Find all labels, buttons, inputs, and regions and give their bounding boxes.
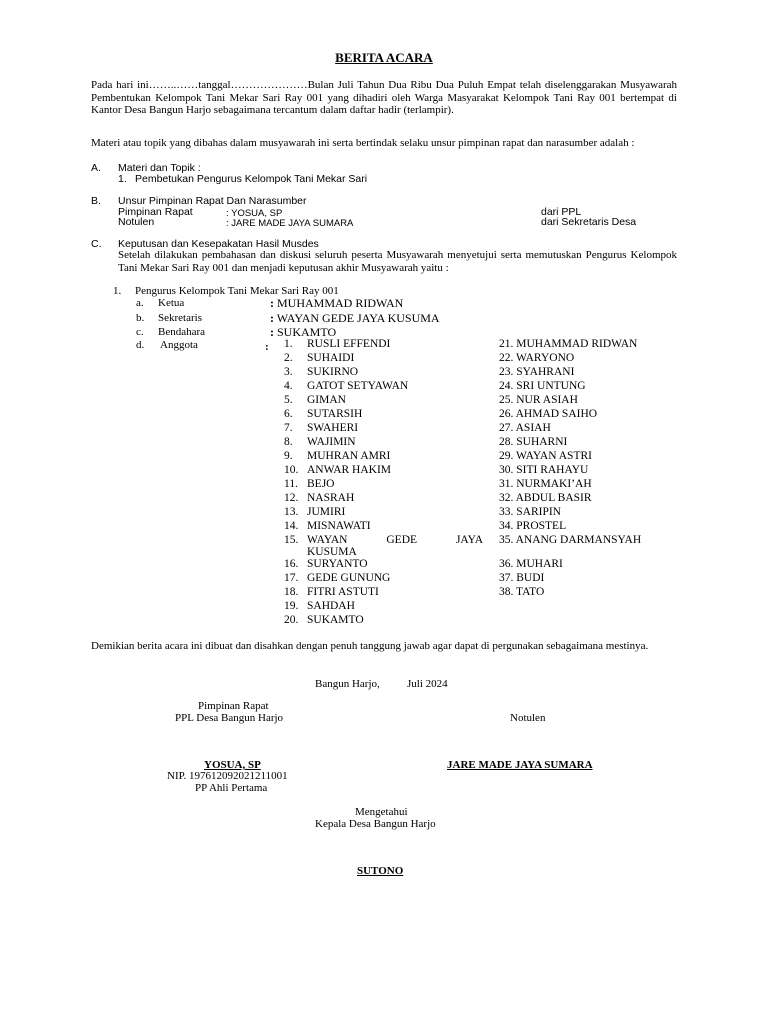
- section-c-body: Setelah dilakukan pembahasan dan diskusi seluruh peserta Musyawarah menyetujui serta memutuskan Pengurus Kelompok Tani Mekar Sari Ray 001 dan menjadi keputusan akhir Musyawarah yaitu :: [118, 249, 677, 274]
- section-a-heading: Materi dan Topik :: [118, 162, 201, 174]
- document-title: BERITA ACARA: [335, 50, 433, 65]
- member-number: 20.: [284, 614, 299, 626]
- section-a-item-num: 1.: [118, 173, 127, 185]
- member-right-item: 25. NUR ASIAH: [499, 394, 578, 406]
- ketua-role: Ketua: [158, 297, 185, 309]
- approve-line-1: Mengetahui: [355, 806, 408, 818]
- member-number: 13.: [284, 506, 299, 518]
- right-sign-title: Notulen: [510, 712, 546, 724]
- anggota-letter: d.: [136, 339, 145, 351]
- member-right-item: 36. MUHARI: [499, 558, 563, 570]
- member-name: SAHDAH: [307, 600, 355, 612]
- member-right-item: 26. AHMAD SAIHO: [499, 408, 598, 420]
- left-sign-title-1: Pimpinan Rapat: [198, 700, 269, 712]
- approve-name: SUTONO: [357, 865, 404, 877]
- approve-line-2: Kepala Desa Bangun Harjo: [315, 818, 436, 830]
- pengurus-heading: Pengurus Kelompok Tani Mekar Sari Ray 001: [135, 285, 339, 297]
- member-number: 19.: [284, 600, 299, 612]
- sekretaris-name: : WAYAN GEDE JAYA KUSUMA: [270, 311, 440, 325]
- member-number: 12.: [284, 492, 299, 504]
- left-sign-nip: NIP. 197612092021211001: [167, 770, 288, 782]
- member-number: 3.: [284, 366, 293, 378]
- member-right-item: 38. TATO: [499, 586, 545, 598]
- member-name: MISNAWATI: [307, 520, 371, 532]
- member-number: 8.: [284, 436, 293, 448]
- member-number: 2.: [284, 352, 293, 364]
- member-name: SWAHERI: [307, 422, 359, 434]
- section-c-heading: Keputusan dan Kesepakatan Hasil Musdes: [118, 238, 319, 250]
- pimpinan-from: dari PPL: [541, 206, 582, 218]
- member-right-item: 28. SUHARNI: [499, 436, 568, 448]
- member-name: GIMAN: [307, 394, 346, 406]
- member-right-item: 24. SRI UNTUNG: [499, 380, 586, 392]
- member-name: RUSLI EFFENDI: [307, 338, 391, 350]
- notulen-role: Notulen: [118, 216, 155, 228]
- place: Bangun Harjo,: [315, 678, 380, 690]
- member-right-item: 33. SARIPIN: [499, 506, 561, 518]
- member-number: 9.: [284, 450, 293, 462]
- member-right-item: 35. ANANG DARMANSYAH: [499, 534, 642, 546]
- member-number: 7.: [284, 422, 293, 434]
- member-number: 14.: [284, 520, 299, 532]
- bendahara-letter: c.: [136, 326, 144, 338]
- sekretaris-name-text: WAYAN GEDE JAYA KUSUMA: [276, 311, 440, 325]
- member-number: 11.: [284, 478, 298, 490]
- section-b-label: B.: [91, 195, 101, 207]
- ketua-name-text: MUHAMMAD RIDWAN: [277, 296, 404, 310]
- member-name: SUKIRNO: [307, 366, 359, 378]
- notulen-name: : JARE MADE JAYA SUMARA: [226, 218, 354, 229]
- member-right-item: 23. SYAHRANI: [499, 366, 575, 378]
- intro-paragraph: Pada hari ini……..……tanggal…………………Bulan Juli Tahun Dua Ribu Dua Puluh Empat telah diselenggarakan Musyawarah Pembentukan Kelompok Tani Mekar Sari Ray 001 yang dihadiri oleh Warga Masyarakat Kelompok Tani Ray 001 bertempat di Kantor Desa Bangun Harjo sebagaimana tercantum dalam daftar hadir (terlampir).: [91, 79, 677, 116]
- sekretaris-role: Sekretaris: [158, 312, 202, 324]
- pengurus-num: 1.: [113, 285, 122, 297]
- member-name: NASRAH: [307, 492, 355, 504]
- member-right-item: 37. BUDI: [499, 572, 545, 584]
- member-right-item: 32. ABDUL BASIR: [499, 492, 592, 504]
- member-right-item: 34. PROSTEL: [499, 520, 567, 532]
- notulen-from: dari Sekretaris Desa: [541, 216, 637, 228]
- member-name: SUHAIDI: [307, 352, 355, 364]
- left-sign-title-2: PPL Desa Bangun Harjo: [175, 712, 284, 724]
- member-name: SUKAMTO: [307, 614, 364, 626]
- closing-paragraph: Demikian berita acara ini dibuat dan disahkan dengan penuh tanggung jawab agar dapat di pergunakan sebagaimana mestinya.: [91, 640, 649, 652]
- member-number: 18.: [284, 586, 299, 598]
- member-name: GATOT SETYAWAN: [307, 380, 409, 392]
- member-name: FITRI ASTUTI: [307, 586, 379, 598]
- date: Juli 2024: [407, 678, 448, 690]
- left-sign-name: YOSUA, SP: [204, 759, 261, 771]
- materi-intro: Materi atau topik yang dibahas dalam musyawarah ini serta bertindak selaku unsur pimpinan rapat dan narasumber adalah :: [91, 137, 635, 149]
- pimpinan-role: Pimpinan Rapat: [118, 206, 193, 218]
- member-number: 17.: [284, 572, 299, 584]
- member-number: 5.: [284, 394, 293, 406]
- anggota-colon: :: [265, 341, 269, 353]
- member-right-item: 22. WARYONO: [499, 352, 575, 364]
- member-name: SUTARSIH: [307, 408, 363, 420]
- right-sign-name: JARE MADE JAYA SUMARA: [447, 759, 593, 771]
- left-sign-rank: PP Ahli Pertama: [195, 782, 268, 794]
- member-number: 6.: [284, 408, 293, 420]
- section-a-label: A.: [91, 162, 101, 174]
- ketua-name: : MUHAMMAD RIDWAN: [270, 296, 404, 310]
- member-name: WAYAN GEDE JAYA KUSUMA: [307, 534, 483, 558]
- ketua-letter: a.: [136, 297, 144, 309]
- section-a-item: Pembetukan Pengurus Kelompok Tani Mekar Sari: [135, 173, 368, 185]
- section-b-heading: Unsur Pimpinan Rapat Dan Narasumber: [118, 195, 307, 207]
- member-number: 10.: [284, 464, 299, 476]
- section-c-label: C.: [91, 238, 102, 250]
- member-right-item: 31. NURMAKI’AH: [499, 478, 592, 490]
- member-number: 16.: [284, 558, 299, 570]
- member-name: GEDE GUNUNG: [307, 572, 391, 584]
- sekretaris-letter: b.: [136, 312, 145, 324]
- pimpinan-name: : YOSUA, SP: [226, 208, 283, 219]
- member-name: BEJO: [307, 478, 335, 490]
- member-right-item: 21. MUHAMMAD RIDWAN: [499, 338, 638, 350]
- member-name: SURYANTO: [307, 558, 368, 570]
- bendahara-name-text: SUKAMTO: [277, 325, 337, 339]
- member-name: WAJIMIN: [307, 436, 356, 448]
- member-right-item: 29. WAYAN ASTRI: [499, 450, 592, 462]
- bendahara-name: : SUKAMTO: [270, 325, 337, 339]
- bendahara-role: Bendahara: [158, 326, 206, 338]
- member-number: 4.: [284, 380, 293, 392]
- member-number: 1.: [284, 338, 293, 350]
- anggota-label: Anggota: [160, 339, 198, 351]
- member-name: MUHRAN AMRI: [307, 450, 391, 462]
- member-right-item: 30. SITI RAHAYU: [499, 464, 589, 476]
- member-name: JUMIRI: [307, 506, 346, 518]
- member-name: ANWAR HAKIM: [307, 464, 392, 476]
- member-right-item: 27. ASIAH: [499, 422, 551, 434]
- member-number: 15.: [284, 534, 299, 546]
